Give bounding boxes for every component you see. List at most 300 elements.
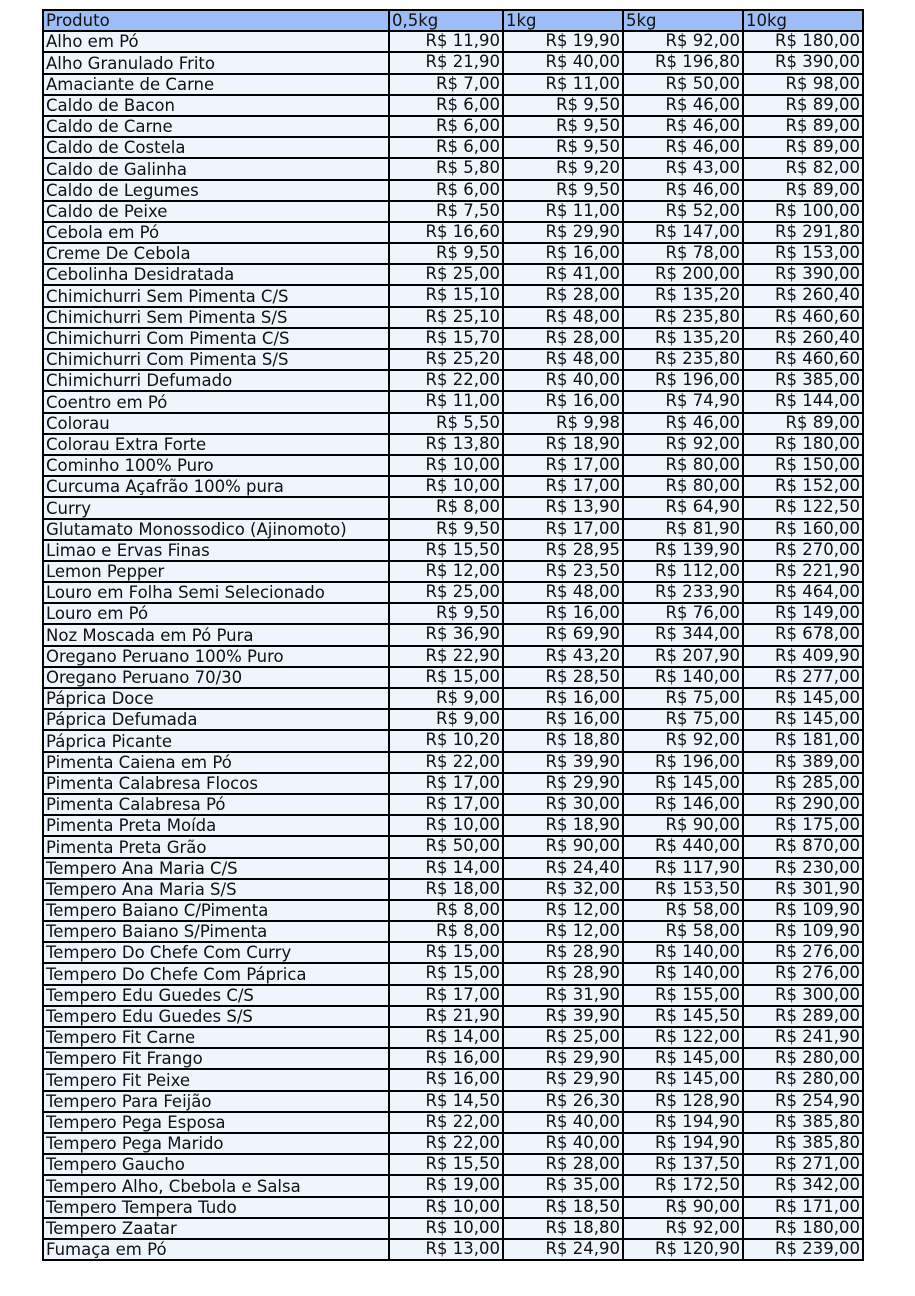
product-name-cell: Fumaça em Pó [43,1239,389,1260]
price-0-5kg-cell: R$ 8,00 [389,497,503,518]
price-10kg-cell: R$ 291,80 [743,222,863,243]
price-1kg-cell: R$ 17,00 [503,519,623,540]
product-name-cell: Limao e Ervas Finas [43,540,389,561]
price-5kg-cell: R$ 194,90 [623,1112,743,1133]
price-0-5kg-cell: R$ 10,00 [389,1218,503,1239]
price-10kg-cell: R$ 181,00 [743,730,863,751]
table-row [43,815,863,836]
price-10kg-cell: R$ 460,60 [743,307,863,328]
header-0-5kg: 0,5kg [389,10,503,31]
price-5kg-cell: R$ 58,00 [623,921,743,942]
product-name-cell: Tempero Pega Esposa [43,1112,389,1133]
price-5kg-cell: R$ 122,00 [623,1027,743,1048]
price-10kg-cell: R$ 98,00 [743,74,863,95]
table-row [43,52,863,73]
product-name-cell: Tempero Baiano C/Pimenta [43,900,389,921]
price-5kg-cell: R$ 155,00 [623,985,743,1006]
table-row [43,391,863,412]
price-5kg-cell: R$ 80,00 [623,455,743,476]
table-row [43,540,863,561]
price-10kg-cell: R$ 122,50 [743,497,863,518]
product-name-cell: Tempero Tempera Tudo [43,1197,389,1218]
price-1kg-cell: R$ 28,90 [503,942,623,963]
table-row [43,201,863,222]
table-row [43,243,863,264]
product-name-cell: Oregano Peruano 100% Puro [43,646,389,667]
price-5kg-cell: R$ 140,00 [623,942,743,963]
price-0-5kg-cell: R$ 15,10 [389,285,503,306]
table-row [43,582,863,603]
table-row [43,858,863,879]
product-name-cell: Tempero Fit Peixe [43,1069,389,1090]
price-0-5kg-cell: R$ 22,00 [389,1133,503,1154]
price-5kg-cell: R$ 196,80 [623,52,743,73]
price-1kg-cell: R$ 43,20 [503,646,623,667]
table-row [43,158,863,179]
price-5kg-cell: R$ 46,00 [623,180,743,201]
price-1kg-cell: R$ 29,90 [503,222,623,243]
product-name-cell: Tempero Do Chefe Com Páprica [43,963,389,984]
price-1kg-cell: R$ 12,00 [503,921,623,942]
price-5kg-cell: R$ 46,00 [623,413,743,434]
price-1kg-cell: R$ 25,00 [503,1027,623,1048]
price-5kg-cell: R$ 146,00 [623,794,743,815]
price-10kg-cell: R$ 300,00 [743,985,863,1006]
price-5kg-cell: R$ 139,90 [623,540,743,561]
price-5kg-cell: R$ 145,50 [623,1006,743,1027]
table-row [43,137,863,158]
price-10kg-cell: R$ 89,00 [743,180,863,201]
price-10kg-cell: R$ 180,00 [743,31,863,52]
header-1kg: 1kg [503,10,623,31]
price-10kg-cell: R$ 109,90 [743,921,863,942]
table-row [43,476,863,497]
price-10kg-cell: R$ 175,00 [743,815,863,836]
price-1kg-cell: R$ 28,00 [503,328,623,349]
price-0-5kg-cell: R$ 10,00 [389,1197,503,1218]
table-row [43,1048,863,1069]
table-row [43,1218,863,1239]
table-row [43,1133,863,1154]
product-name-cell: Pimenta Caiena em Pó [43,752,389,773]
price-10kg-cell: R$ 285,00 [743,773,863,794]
price-10kg-cell: R$ 678,00 [743,624,863,645]
price-1kg-cell: R$ 16,00 [503,688,623,709]
price-1kg-cell: R$ 17,00 [503,476,623,497]
table-row [43,1239,863,1260]
price-0-5kg-cell: R$ 25,00 [389,582,503,603]
product-name-cell: Chimichurri Sem Pimenta C/S [43,285,389,306]
price-1kg-cell: R$ 26,30 [503,1091,623,1112]
price-1kg-cell: R$ 9,20 [503,158,623,179]
table-row [43,709,863,730]
table-row [43,116,863,137]
price-1kg-cell: R$ 9,50 [503,180,623,201]
price-0-5kg-cell: R$ 21,90 [389,1006,503,1027]
price-0-5kg-cell: R$ 11,90 [389,31,503,52]
table-row [43,222,863,243]
price-10kg-cell: R$ 276,00 [743,963,863,984]
price-1kg-cell: R$ 29,90 [503,1048,623,1069]
product-name-cell: Louro em Pó [43,603,389,624]
price-5kg-cell: R$ 92,00 [623,434,743,455]
price-0-5kg-cell: R$ 16,60 [389,222,503,243]
table-row [43,497,863,518]
product-name-cell: Pimenta Preta Grão [43,836,389,857]
price-0-5kg-cell: R$ 14,00 [389,1027,503,1048]
price-1kg-cell: R$ 28,00 [503,285,623,306]
price-0-5kg-cell: R$ 25,20 [389,349,503,370]
price-5kg-cell: R$ 147,00 [623,222,743,243]
price-0-5kg-cell: R$ 8,00 [389,921,503,942]
price-5kg-cell: R$ 81,90 [623,519,743,540]
price-1kg-cell: R$ 16,00 [503,243,623,264]
table-row [43,836,863,857]
price-10kg-cell: R$ 460,60 [743,349,863,370]
price-1kg-cell: R$ 48,00 [503,307,623,328]
price-0-5kg-cell: R$ 11,00 [389,391,503,412]
price-0-5kg-cell: R$ 8,00 [389,900,503,921]
header-10kg: 10kg [743,10,863,31]
price-0-5kg-cell: R$ 15,00 [389,667,503,688]
product-name-cell: Colorau Extra Forte [43,434,389,455]
table-row [43,794,863,815]
price-5kg-cell: R$ 153,50 [623,879,743,900]
price-1kg-cell: R$ 23,50 [503,561,623,582]
price-10kg-cell: R$ 89,00 [743,95,863,116]
price-1kg-cell: R$ 9,98 [503,413,623,434]
price-1kg-cell: R$ 24,90 [503,1239,623,1260]
product-name-cell: Caldo de Costela [43,137,389,158]
price-5kg-cell: R$ 145,00 [623,773,743,794]
header-5kg: 5kg [623,10,743,31]
price-0-5kg-cell: R$ 14,00 [389,858,503,879]
price-5kg-cell: R$ 194,90 [623,1133,743,1154]
price-10kg-cell: R$ 89,00 [743,116,863,137]
price-0-5kg-cell: R$ 10,20 [389,730,503,751]
price-10kg-cell: R$ 100,00 [743,201,863,222]
price-1kg-cell: R$ 11,00 [503,201,623,222]
table-row [43,1175,863,1196]
price-5kg-cell: R$ 172,50 [623,1175,743,1196]
price-10kg-cell: R$ 301,90 [743,879,863,900]
product-name-cell: Alho em Pó [43,31,389,52]
price-5kg-cell: R$ 92,00 [623,730,743,751]
price-10kg-cell: R$ 390,00 [743,52,863,73]
price-5kg-cell: R$ 64,90 [623,497,743,518]
product-name-cell: Tempero Edu Guedes S/S [43,1006,389,1027]
price-5kg-cell: R$ 80,00 [623,476,743,497]
price-0-5kg-cell: R$ 12,00 [389,561,503,582]
product-name-cell: Caldo de Peixe [43,201,389,222]
product-name-cell: Tempero Baiano S/Pimenta [43,921,389,942]
price-5kg-cell: R$ 74,90 [623,391,743,412]
price-0-5kg-cell: R$ 25,00 [389,264,503,285]
price-1kg-cell: R$ 16,00 [503,603,623,624]
table-row [43,349,863,370]
product-name-cell: Tempero Alho, Cbebola e Salsa [43,1175,389,1196]
price-1kg-cell: R$ 48,00 [503,582,623,603]
price-10kg-cell: R$ 409,90 [743,646,863,667]
product-name-cell: Páprica Picante [43,730,389,751]
product-name-cell: Tempero Ana Maria S/S [43,879,389,900]
table-row [43,1197,863,1218]
price-1kg-cell: R$ 40,00 [503,1112,623,1133]
product-name-cell: Chimichurri Com Pimenta C/S [43,328,389,349]
price-1kg-cell: R$ 32,00 [503,879,623,900]
price-0-5kg-cell: R$ 17,00 [389,985,503,1006]
price-0-5kg-cell: R$ 9,00 [389,688,503,709]
table-body [43,31,863,1260]
product-name-cell: Caldo de Galinha [43,158,389,179]
price-0-5kg-cell: R$ 6,00 [389,95,503,116]
price-5kg-cell: R$ 145,00 [623,1069,743,1090]
price-5kg-cell: R$ 196,00 [623,370,743,391]
price-1kg-cell: R$ 28,00 [503,1154,623,1175]
product-name-cell: Tempero Do Chefe Com Curry [43,942,389,963]
price-5kg-cell: R$ 135,20 [623,285,743,306]
table-row [43,921,863,942]
table-row [43,180,863,201]
price-10kg-cell: R$ 144,00 [743,391,863,412]
price-0-5kg-cell: R$ 22,00 [389,370,503,391]
price-0-5kg-cell: R$ 21,90 [389,52,503,73]
price-5kg-cell: R$ 233,90 [623,582,743,603]
price-1kg-cell: R$ 35,00 [503,1175,623,1196]
price-5kg-cell: R$ 440,00 [623,836,743,857]
price-1kg-cell: R$ 19,90 [503,31,623,52]
product-name-cell: Creme De Cebola [43,243,389,264]
price-10kg-cell: R$ 254,90 [743,1091,863,1112]
price-1kg-cell: R$ 13,90 [503,497,623,518]
price-10kg-cell: R$ 230,00 [743,858,863,879]
price-5kg-cell: R$ 43,00 [623,158,743,179]
price-5kg-cell: R$ 112,00 [623,561,743,582]
price-0-5kg-cell: R$ 7,50 [389,201,503,222]
table-row [43,264,863,285]
price-10kg-cell: R$ 276,00 [743,942,863,963]
price-5kg-cell: R$ 207,90 [623,646,743,667]
price-5kg-cell: R$ 140,00 [623,963,743,984]
price-10kg-cell: R$ 464,00 [743,582,863,603]
table-row [43,370,863,391]
price-5kg-cell: R$ 196,00 [623,752,743,773]
product-name-cell: Coentro em Pó [43,391,389,412]
price-0-5kg-cell: R$ 13,80 [389,434,503,455]
price-0-5kg-cell: R$ 17,00 [389,773,503,794]
price-1kg-cell: R$ 29,90 [503,1069,623,1090]
price-10kg-cell: R$ 149,00 [743,603,863,624]
price-5kg-cell: R$ 235,80 [623,349,743,370]
table-row [43,752,863,773]
product-name-cell: Chimichurri Sem Pimenta S/S [43,307,389,328]
price-0-5kg-cell: R$ 10,00 [389,455,503,476]
price-1kg-cell: R$ 24,40 [503,858,623,879]
table-row [43,942,863,963]
table-row [43,1006,863,1027]
price-10kg-cell: R$ 171,00 [743,1197,863,1218]
price-10kg-cell: R$ 241,90 [743,1027,863,1048]
price-1kg-cell: R$ 18,90 [503,434,623,455]
product-name-cell: Tempero Ana Maria C/S [43,858,389,879]
product-name-cell: Pimenta Calabresa Pó [43,794,389,815]
price-10kg-cell: R$ 221,90 [743,561,863,582]
price-0-5kg-cell: R$ 22,00 [389,752,503,773]
product-name-cell: Cebola em Pó [43,222,389,243]
price-1kg-cell: R$ 90,00 [503,836,623,857]
price-10kg-cell: R$ 239,00 [743,1239,863,1260]
price-0-5kg-cell: R$ 18,00 [389,879,503,900]
price-1kg-cell: R$ 11,00 [503,74,623,95]
product-name-cell: Tempero Zaatar [43,1218,389,1239]
price-1kg-cell: R$ 40,00 [503,370,623,391]
price-5kg-cell: R$ 90,00 [623,815,743,836]
product-name-cell: Oregano Peruano 70/30 [43,667,389,688]
price-0-5kg-cell: R$ 17,00 [389,794,503,815]
price-0-5kg-cell: R$ 5,50 [389,413,503,434]
product-name-cell: Caldo de Legumes [43,180,389,201]
table-header-row [43,10,863,31]
price-0-5kg-cell: R$ 10,00 [389,815,503,836]
price-5kg-cell: R$ 140,00 [623,667,743,688]
price-0-5kg-cell: R$ 6,00 [389,180,503,201]
price-5kg-cell: R$ 90,00 [623,1197,743,1218]
price-5kg-cell: R$ 46,00 [623,116,743,137]
header-produto: Produto [43,10,389,31]
price-0-5kg-cell: R$ 6,00 [389,137,503,158]
product-name-cell: Tempero Fit Carne [43,1027,389,1048]
price-10kg-cell: R$ 260,40 [743,328,863,349]
price-5kg-cell: R$ 92,00 [623,31,743,52]
price-0-5kg-cell: R$ 16,00 [389,1069,503,1090]
product-name-cell: Chimichurri Defumado [43,370,389,391]
price-10kg-cell: R$ 180,00 [743,434,863,455]
price-5kg-cell: R$ 235,80 [623,307,743,328]
table-row [43,1112,863,1133]
price-10kg-cell: R$ 145,00 [743,688,863,709]
price-10kg-cell: R$ 152,00 [743,476,863,497]
price-10kg-cell: R$ 277,00 [743,667,863,688]
price-10kg-cell: R$ 153,00 [743,243,863,264]
price-10kg-cell: R$ 280,00 [743,1069,863,1090]
price-0-5kg-cell: R$ 25,10 [389,307,503,328]
price-5kg-cell: R$ 52,00 [623,201,743,222]
table-row [43,285,863,306]
product-name-cell: Páprica Doce [43,688,389,709]
price-5kg-cell: R$ 46,00 [623,137,743,158]
product-name-cell: Cominho 100% Puro [43,455,389,476]
price-5kg-cell: R$ 46,00 [623,95,743,116]
price-5kg-cell: R$ 137,50 [623,1154,743,1175]
price-0-5kg-cell: R$ 22,90 [389,646,503,667]
product-name-cell: Noz Moscada em Pó Pura [43,624,389,645]
price-10kg-cell: R$ 160,00 [743,519,863,540]
price-1kg-cell: R$ 39,90 [503,752,623,773]
price-0-5kg-cell: R$ 9,50 [389,603,503,624]
price-1kg-cell: R$ 18,80 [503,1218,623,1239]
product-name-cell: Curry [43,497,389,518]
price-5kg-cell: R$ 92,00 [623,1218,743,1239]
price-1kg-cell: R$ 40,00 [503,1133,623,1154]
table-row [43,667,863,688]
product-name-cell: Páprica Defumada [43,709,389,730]
price-0-5kg-cell: R$ 15,70 [389,328,503,349]
product-name-cell: Caldo de Carne [43,116,389,137]
price-5kg-cell: R$ 120,90 [623,1239,743,1260]
price-0-5kg-cell: R$ 15,50 [389,1154,503,1175]
price-1kg-cell: R$ 17,00 [503,455,623,476]
price-1kg-cell: R$ 18,90 [503,815,623,836]
price-1kg-cell: R$ 18,50 [503,1197,623,1218]
price-0-5kg-cell: R$ 15,00 [389,963,503,984]
price-5kg-cell: R$ 75,00 [623,688,743,709]
price-0-5kg-cell: R$ 9,50 [389,519,503,540]
product-name-cell: Amaciante de Carne [43,74,389,95]
price-5kg-cell: R$ 135,20 [623,328,743,349]
product-name-cell: Glutamato Monossodico (Ajinomoto) [43,519,389,540]
product-name-cell: Tempero Pega Marido [43,1133,389,1154]
price-0-5kg-cell: R$ 6,00 [389,116,503,137]
price-10kg-cell: R$ 870,00 [743,836,863,857]
price-5kg-cell: R$ 75,00 [623,709,743,730]
price-5kg-cell: R$ 58,00 [623,900,743,921]
table-row [43,730,863,751]
price-0-5kg-cell: R$ 13,00 [389,1239,503,1260]
table-row [43,603,863,624]
price-0-5kg-cell: R$ 36,90 [389,624,503,645]
table-row [43,879,863,900]
price-1kg-cell: R$ 31,90 [503,985,623,1006]
table-row [43,646,863,667]
price-1kg-cell: R$ 30,00 [503,794,623,815]
price-5kg-cell: R$ 78,00 [623,243,743,264]
price-10kg-cell: R$ 290,00 [743,794,863,815]
table-row [43,455,863,476]
table-row [43,1027,863,1048]
table-row [43,413,863,434]
product-name-cell: Caldo de Bacon [43,95,389,116]
price-1kg-cell: R$ 9,50 [503,116,623,137]
price-1kg-cell: R$ 18,80 [503,730,623,751]
price-10kg-cell: R$ 271,00 [743,1154,863,1175]
price-10kg-cell: R$ 270,00 [743,540,863,561]
price-0-5kg-cell: R$ 14,50 [389,1091,503,1112]
price-10kg-cell: R$ 390,00 [743,264,863,285]
price-5kg-cell: R$ 76,00 [623,603,743,624]
product-name-cell: Tempero Fit Frango [43,1048,389,1069]
table-row [43,561,863,582]
product-name-cell: Alho Granulado Frito [43,52,389,73]
price-10kg-cell: R$ 342,00 [743,1175,863,1196]
product-name-cell: Chimichurri Com Pimenta S/S [43,349,389,370]
price-1kg-cell: R$ 16,00 [503,709,623,730]
price-1kg-cell: R$ 69,90 [503,624,623,645]
price-5kg-cell: R$ 200,00 [623,264,743,285]
price-1kg-cell: R$ 28,95 [503,540,623,561]
price-1kg-cell: R$ 16,00 [503,391,623,412]
price-0-5kg-cell: R$ 15,00 [389,942,503,963]
product-name-cell: Curcuma Açafrão 100% pura [43,476,389,497]
price-0-5kg-cell: R$ 7,00 [389,74,503,95]
table-row [43,31,863,52]
table-row [43,900,863,921]
product-name-cell: Pimenta Preta Moída [43,815,389,836]
price-1kg-cell: R$ 12,00 [503,900,623,921]
price-5kg-cell: R$ 117,90 [623,858,743,879]
product-name-cell: Louro em Folha Semi Selecionado [43,582,389,603]
price-0-5kg-cell: R$ 15,50 [389,540,503,561]
price-10kg-cell: R$ 150,00 [743,455,863,476]
